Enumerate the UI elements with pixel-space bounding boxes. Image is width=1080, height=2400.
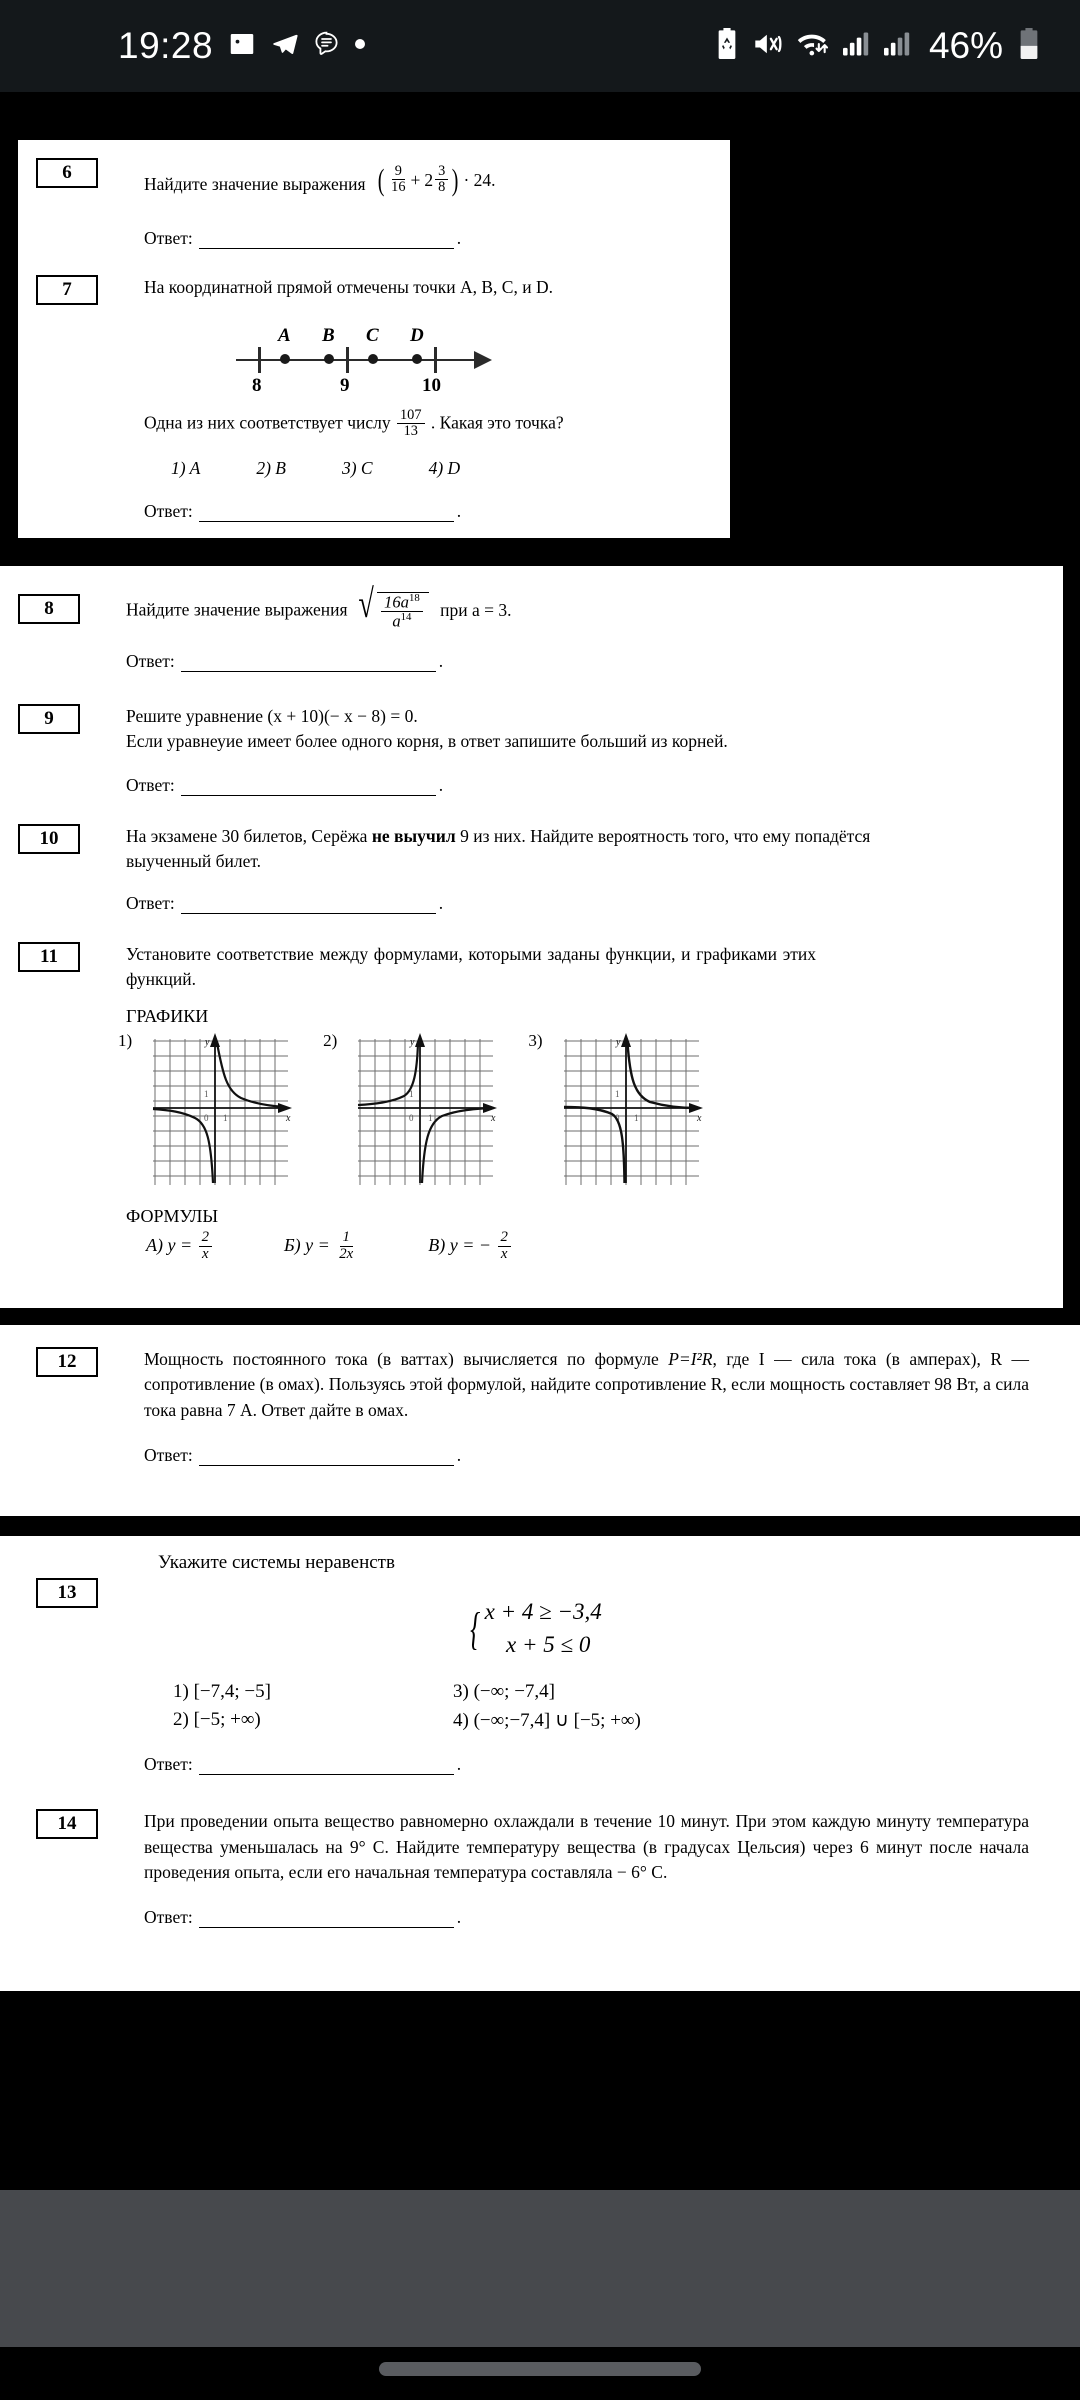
svg-text:0: 0 xyxy=(409,1113,414,1124)
square-root-expression xyxy=(355,581,429,631)
formula-b: Б) y = $\frac{1}{2x}$ xyxy=(284,1231,358,1263)
power-formula: P=I²R xyxy=(668,1349,713,1369)
svg-text:y: y xyxy=(205,1037,210,1049)
photo-icon xyxy=(227,29,257,64)
option-3[interactable]: 3) (−∞; −7,4] xyxy=(453,1681,555,1703)
note-icon xyxy=(313,30,340,62)
question-number-badge: 12 xyxy=(36,1347,98,1377)
answer-label: Ответ: xyxy=(144,228,193,249)
question-number-badge: 8 xyxy=(18,594,80,624)
answer-blank[interactable] xyxy=(181,897,436,914)
system-lines xyxy=(485,1596,602,1661)
option-2[interactable]: 2) B xyxy=(256,457,286,478)
question-13-options xyxy=(173,1681,1050,1732)
system-line-2: x + 5 ≤ 0 xyxy=(506,1631,591,1657)
number-line-point-c xyxy=(368,354,378,364)
question-number-badge: 6 xyxy=(36,158,98,188)
option-2[interactable]: 2) [−5; +∞) xyxy=(173,1709,261,1731)
number-line-diagram xyxy=(236,317,496,403)
answer-label: Ответ: xyxy=(144,1907,193,1928)
battery-icon xyxy=(1016,28,1042,64)
svg-text:0: 0 xyxy=(204,1113,209,1124)
question-12-body xyxy=(144,1347,1029,1423)
formula-v: В) y = − $\frac{2}{x}$ xyxy=(428,1231,513,1263)
radicand-numerator: $16a^{18}$ xyxy=(381,593,423,612)
point-label-d: D xyxy=(410,324,424,346)
option-4[interactable]: 4) (−∞;−7,4] ∪ [−5; +∞) xyxy=(453,1710,641,1732)
answer-line-q9[interactable]: Ответ: . xyxy=(126,774,444,795)
answer-label: Ответ: xyxy=(144,500,193,521)
answer-line-q12[interactable]: Ответ: . xyxy=(144,1445,462,1466)
answer-label: Ответ: xyxy=(144,1754,193,1775)
whole-part-2: 2 xyxy=(424,169,434,190)
answer-blank[interactable] xyxy=(199,1758,454,1775)
point-label-c: C xyxy=(366,324,379,346)
question-8-tail: при a = 3. xyxy=(440,599,512,620)
question-9-line-2: Если уравнеуие имеет более одного корня, в ответ запишите больший из корней. xyxy=(126,731,728,752)
formulas-row xyxy=(146,1231,1039,1263)
question-12-text-a: Мощность постоянного тока (в ваттах) вычисляется по формуле xyxy=(144,1349,669,1369)
number-line-axis xyxy=(236,359,478,362)
question-12-text-b: , где I — сила тока (в амперах), R — сопротивление (в омах). Пользуясь этой формулой, найдите сопротивление R, если мощность составляет 98 Вт, а сила тока равна 7 А. Ответ дайте в омах. xyxy=(144,1349,1029,1420)
answer-blank[interactable] xyxy=(181,655,436,672)
status-bar xyxy=(0,0,1080,92)
question-14-text: При проведении опыта вещество равномерно охлаждали в течение 10 минут. При этом каждую минуту температура вещества уменьшалась на 9° C. Найдите температуру вещества (в градусах Цельсия) через 6 минут после начала проведения опыта, если его начальная температура составляла − 6° C. xyxy=(144,1811,1029,1883)
number-line-tick-8 xyxy=(258,347,261,373)
svg-text:x: x xyxy=(286,1113,291,1125)
question-6-body xyxy=(144,158,710,202)
svg-text:y: y xyxy=(615,1037,620,1049)
question-10-body xyxy=(126,824,946,875)
answer-line-q14[interactable]: Ответ: . xyxy=(144,1907,462,1928)
tick-label-9: 9 xyxy=(340,374,350,396)
battery-percent-label: 46% xyxy=(928,25,1003,66)
graphs-heading: ГРАФИКИ xyxy=(126,1006,209,1027)
radical-sign: √ xyxy=(358,581,374,626)
left-paren: ( xyxy=(377,163,385,197)
status-clock: 19:28 xyxy=(118,25,214,66)
option-1[interactable]: 1) A xyxy=(171,457,201,478)
answer-blank[interactable] xyxy=(199,1911,454,1928)
radicand xyxy=(377,592,429,631)
question-9-line-1: Решите уравнение (x + 10)(− x − 8) = 0. xyxy=(126,706,418,726)
question-7-pre: Одна из них соответствует числу xyxy=(144,412,391,433)
answer-blank[interactable] xyxy=(181,779,436,796)
question-11 xyxy=(18,942,1039,1264)
fraction-9-16: $\frac{9}{16}$ xyxy=(391,162,406,195)
point-label-a: A xyxy=(278,324,291,346)
graph-label-3: 3) xyxy=(528,1031,543,1051)
answer-line-q6[interactable]: Ответ: . xyxy=(144,228,462,249)
question-6 xyxy=(36,158,710,249)
answer-line-q13[interactable]: Ответ: . xyxy=(144,1754,462,1775)
point-label-b: B xyxy=(322,324,335,346)
question-8-text: Найдите значение выражения xyxy=(126,599,348,620)
answer-blank[interactable] xyxy=(199,1449,454,1466)
graph-3 xyxy=(556,1031,706,1196)
question-11-text: Установите соответствие между формулами, которыми заданы функции, и графиками этих функций. xyxy=(126,943,816,989)
question-number-badge: 10 xyxy=(18,824,80,854)
tick-label-8: 8 xyxy=(252,374,262,396)
formula-a: А) y = $\frac{2}{x}$ xyxy=(146,1231,214,1263)
signal-sim2-icon xyxy=(884,31,912,62)
svg-text:1: 1 xyxy=(223,1113,228,1124)
question-10 xyxy=(18,824,1039,914)
question-number-badge: 14 xyxy=(36,1809,98,1839)
svg-text:1: 1 xyxy=(614,1089,620,1100)
home-indicator[interactable] xyxy=(379,2362,701,2376)
inequality-system xyxy=(18,1596,1050,1661)
question-10-emphasis: не выучил xyxy=(371,825,456,846)
answer-label: Ответ: xyxy=(126,774,175,795)
option-4[interactable]: 4) D xyxy=(428,457,461,478)
dot-icon xyxy=(354,37,366,55)
status-bar-right xyxy=(714,25,1042,67)
system-of-inequalities xyxy=(466,1596,602,1661)
svg-text:1: 1 xyxy=(409,1089,414,1100)
answer-label: Ответ: xyxy=(144,1445,193,1466)
plus-sign: + xyxy=(410,169,421,190)
number-line-point-a xyxy=(280,354,290,364)
document-sheet-3[interactable] xyxy=(0,1325,1080,1516)
status-bar-left xyxy=(118,25,366,67)
number-line-point-d xyxy=(412,354,422,364)
signal-sim1-icon xyxy=(843,31,871,62)
times-24: · 24. xyxy=(463,169,496,190)
bottom-dark-panel xyxy=(0,2190,1080,2347)
question-13-heading: Укажите системы неравенств xyxy=(158,1552,395,1573)
left-brace: { xyxy=(470,1603,481,1655)
question-7-subtext xyxy=(144,406,710,440)
document-sheet-4[interactable] xyxy=(0,1536,1080,1991)
tick-label-10: 10 xyxy=(422,374,441,396)
question-8 xyxy=(18,580,1039,676)
formula-v-sign: − xyxy=(478,1235,491,1256)
question-number-badge: 9 xyxy=(18,704,80,734)
graphs-row xyxy=(118,1031,1039,1196)
graph-1 xyxy=(145,1031,295,1196)
question-13 xyxy=(18,1552,1050,1775)
question-7 xyxy=(36,275,710,521)
formula-a-fraction: $\frac{2}{x}$ xyxy=(199,1230,212,1262)
answer-line-q8[interactable]: Ответ: . xyxy=(126,650,444,671)
question-number-badge: 7 xyxy=(36,275,98,305)
question-12 xyxy=(18,1347,1050,1466)
question-7-post: . Какая это точка? xyxy=(430,412,564,433)
question-7-text: На координатной прямой отмечены точки A, B, C, и D. xyxy=(144,277,553,298)
system-line-1: x + 4 ≥ −3,4 xyxy=(484,1599,602,1624)
number-line-tick-9 xyxy=(346,347,349,373)
svg-text:x: x xyxy=(696,1113,701,1125)
number-line-tick-10 xyxy=(434,347,437,373)
right-paren: ) xyxy=(452,163,459,197)
option-1[interactable]: 1) [−7,4; −5] xyxy=(173,1681,271,1703)
question-number-badge: 13 xyxy=(36,1578,98,1608)
answer-blank[interactable] xyxy=(199,505,454,522)
question-9 xyxy=(18,704,1039,796)
answer-line-q10[interactable]: Ответ: . xyxy=(126,892,444,913)
number-line-arrow xyxy=(474,351,492,369)
telegram-icon xyxy=(271,30,299,63)
question-10-text-a: На экзамене 30 билетов, Серёжа xyxy=(126,825,372,846)
answer-label: Ответ: xyxy=(126,650,175,671)
svg-text:y: y xyxy=(410,1037,415,1049)
option-3[interactable]: 3) C xyxy=(341,457,373,478)
fraction-3-8: $\frac{3}{8}$ xyxy=(435,164,448,195)
graph-2 xyxy=(350,1031,500,1196)
svg-text:0: 0 xyxy=(614,1113,620,1124)
question-7-options xyxy=(171,458,710,479)
svg-text:1: 1 xyxy=(633,1113,639,1124)
answer-label: Ответ: xyxy=(126,892,175,913)
formula-b-fraction: $\frac{1}{2x}$ xyxy=(339,1229,354,1262)
svg-text:1: 1 xyxy=(428,1113,433,1124)
answer-line-q7[interactable]: Ответ: . xyxy=(144,500,462,521)
battery-saver-icon xyxy=(714,28,740,64)
question-10-text-b: 9 из них. Найдите вероятность того, что ему попадётся выученный билет. xyxy=(126,825,871,872)
svg-text:1: 1 xyxy=(204,1089,209,1100)
document-sheet-2[interactable] xyxy=(0,566,1063,1308)
graph-label-1: 1) xyxy=(118,1031,133,1051)
formulas-heading: ФОРМУЛЫ xyxy=(126,1206,219,1227)
graph-label-2: 2) xyxy=(323,1031,338,1051)
question-8-body xyxy=(126,580,1039,631)
fraction-16a18-a14 xyxy=(381,593,423,630)
radicand-denominator: $a^{14}$ xyxy=(392,610,412,631)
document-sheet-1[interactable] xyxy=(18,140,730,538)
fraction-107-13: $\frac{107}{13}$ xyxy=(397,408,425,439)
question-6-expression xyxy=(376,158,496,202)
question-9-body xyxy=(126,704,1039,755)
question-14 xyxy=(18,1809,1050,1928)
svg-text:x: x xyxy=(491,1113,496,1125)
number-line-point-b xyxy=(324,354,334,364)
formula-v-fraction: $\frac{2}{x}$ xyxy=(498,1230,511,1262)
answer-blank[interactable] xyxy=(199,232,454,249)
question-6-text: Найдите значение выражения xyxy=(144,174,366,194)
wifi-icon xyxy=(796,30,830,63)
question-number-badge: 11 xyxy=(18,942,80,972)
mute-vibrate-icon xyxy=(753,30,783,63)
